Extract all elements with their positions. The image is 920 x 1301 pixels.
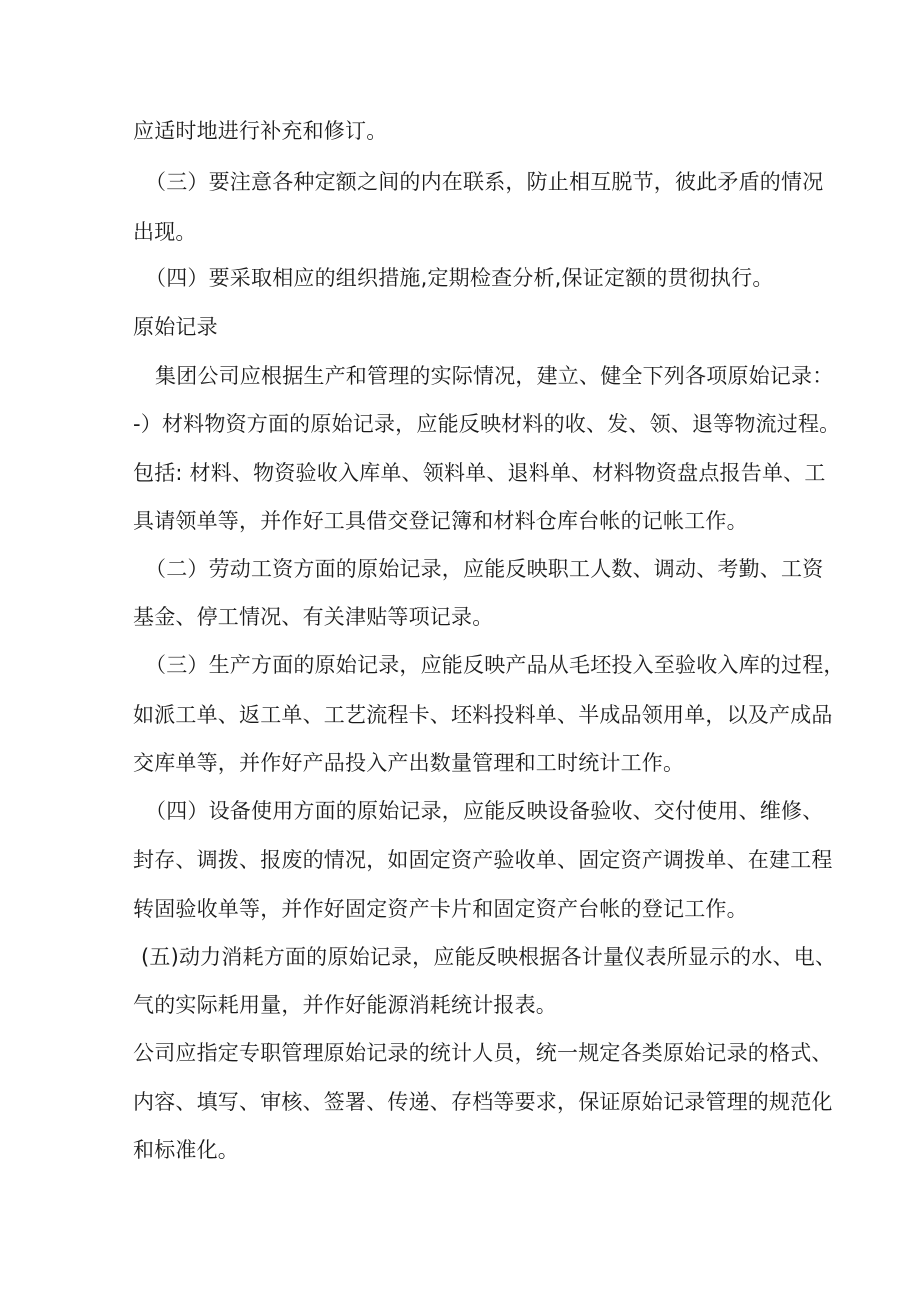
text-line-15: （四）设备使用方面的原始记录，应能反映设备验收、交付使用、维修、 [145, 799, 824, 823]
text-line-3: 出现。 [133, 220, 197, 244]
text-line-14: 交库单等，并作好产品投入产出数量管理和工时统计工作。 [133, 751, 685, 775]
text-line-9: 具请领单等，并作好工具借交登记簿和材料仓库台帐的记帐工作。 [133, 509, 748, 533]
section-heading: 原始记录 [133, 315, 218, 339]
text-line-6: 集团公司应根据生产和管理的实际情况，建立、健全下列各项原始记录： [155, 364, 834, 388]
text-line-16: 封存、调拨、报废的情况，如固定资产验收单、固定资产调拨单、在建工程 [133, 848, 833, 872]
text-line-20: 公司应指定专职管理原始记录的统计人员，统一规定各类原始记录的格式、 [133, 1041, 833, 1065]
text-line-7: -）材料物资方面的原始记录，应能反映材料的收、发、领、退等物流过程。 [133, 412, 841, 436]
text-line-19: 气的实际耗用量，并作好能源消耗统计报表。 [133, 993, 557, 1017]
text-line-17: 转固验收单等，并作好固定资产卡片和固定资产台帐的登记工作。 [133, 897, 748, 921]
text-line-4: （四）要采取相应的组织措施,定期检查分析,保证定额的贯彻执行。 [145, 266, 774, 290]
text-line-22: 和标准化。 [133, 1138, 239, 1162]
text-line-1: 应适时地进行补充和修订。 [133, 119, 388, 143]
text-line-13: 如派工单、返工单、工艺流程卡、坯料投料单、半成品领用单，以及产成品 [133, 703, 833, 727]
text-line-12: （三）生产方面的原始记录，应能反映产品从毛坯投入至验收入库的过程， [145, 653, 845, 677]
text-line-11: 基金、停工情况、有关津贴等项记录。 [133, 605, 494, 629]
text-line-18: (五)动力消耗方面的原始记录，应能反映根据各计量仪表所显示的水、电、 [141, 945, 837, 969]
text-line-21: 内容、填写、审核、签署、传递、存档等要求，保证原始记录管理的规范化 [133, 1090, 833, 1114]
text-line-8: 包括: 材料、物资验收入库单、领料单、退料单、材料物资盘点报告单、工 [133, 461, 826, 485]
text-line-10: （二）劳动工资方面的原始记录，应能反映职工人数、调动、考勤、工资 [145, 557, 824, 581]
text-line-2: （三）要注意各种定额之间的内在联系，防止相互脱节，彼此矛盾的情况 [145, 170, 824, 194]
